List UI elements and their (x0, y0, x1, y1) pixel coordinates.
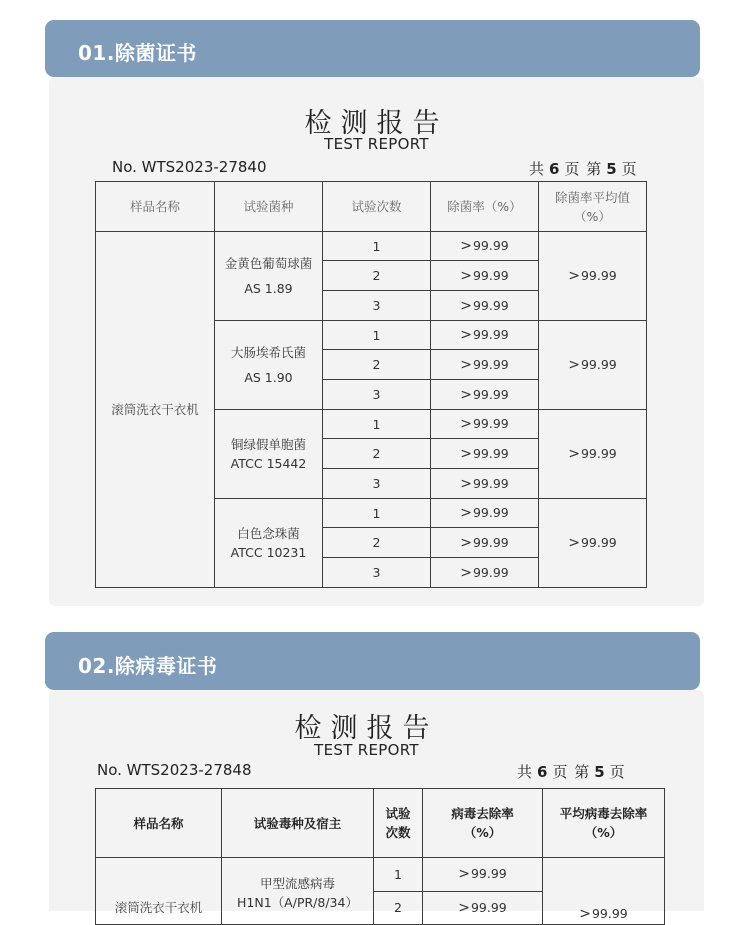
report-1-table (95, 181, 647, 588)
page-mid: 页 第 (552, 763, 591, 781)
avg-value: 99.99 (580, 446, 617, 461)
header-trials: 试验次数 (323, 182, 431, 232)
header-strain: 试验菌种 (215, 182, 323, 232)
rate-value: 99.99 (472, 356, 509, 372)
report-2-subtitle: TEST REPORT (314, 741, 419, 759)
trial-cell: 3 (323, 469, 431, 499)
rate-value: 99.99 (472, 327, 509, 342)
trial-cell: 2 (374, 891, 423, 925)
report-2-title: 检测报告 (294, 713, 439, 744)
rate-value: 99.99 (472, 534, 509, 550)
section-1-title: 01.除菌证书 (78, 41, 197, 65)
report-1-title: 检测报告 (304, 108, 449, 139)
gt-sign: > (568, 535, 580, 551)
gt-sign: > (460, 327, 472, 343)
rate-value: 99.99 (472, 445, 509, 461)
rate-value: 99.99 (472, 505, 509, 520)
section-1-header (45, 20, 700, 77)
gt-sign: > (579, 906, 591, 922)
page-current: 5 (606, 160, 618, 178)
gt-sign: > (460, 356, 472, 373)
rate-value: 99.99 (470, 899, 507, 915)
header-avg-rate: 除菌率平均值（%） (539, 182, 647, 232)
rate-value: 99.99 (472, 475, 509, 491)
strain-name: 白色念珠菌 (237, 526, 300, 541)
gt-sign: > (460, 238, 472, 254)
gt-sign: > (460, 297, 472, 314)
report-2-page-indicator (517, 761, 626, 782)
strain-cell (215, 499, 323, 588)
strain-code: AS 1.90 (244, 370, 293, 385)
page-prefix: 共 (529, 160, 546, 178)
gt-sign: > (568, 268, 580, 284)
trial-cell: 1 (323, 321, 431, 350)
rate-value: 99.99 (470, 866, 507, 882)
report-1-page-indicator (529, 158, 638, 179)
rate-cell (431, 261, 539, 291)
rate-cell (431, 469, 539, 499)
rate-cell (431, 350, 539, 380)
rate-value: 99.99 (472, 267, 509, 283)
rate-cell (423, 858, 543, 892)
gt-sign: > (568, 446, 580, 462)
rate-value: 99.99 (472, 238, 509, 253)
sample-name-cell: 滚筒洗衣干衣机 (96, 858, 222, 925)
avg-cell (539, 410, 647, 499)
header-trials: 试验次数 (374, 789, 423, 858)
gt-sign: > (460, 416, 472, 432)
rate-cell (423, 891, 543, 925)
trial-cell: 1 (323, 232, 431, 261)
page-mid: 页 第 (564, 160, 603, 178)
strain-cell (215, 321, 323, 410)
virus-code: H1N1（A/PR/8/34） (237, 895, 358, 910)
trial-cell: 2 (323, 350, 431, 380)
strain-cell (215, 232, 323, 321)
virus-cell (222, 858, 374, 925)
rate-value: 99.99 (472, 416, 509, 431)
trial-cell: 1 (374, 858, 423, 892)
header-avg-removal-rate: 平均病毒去除率（%） (543, 789, 665, 858)
header-rate: 除菌率（%） (431, 182, 539, 232)
rate-cell (431, 528, 539, 558)
rate-cell (431, 380, 539, 410)
gt-sign: > (460, 386, 472, 403)
section-2-header (45, 632, 700, 690)
strain-cell (215, 410, 323, 499)
avg-cell (539, 499, 647, 588)
gt-sign: > (460, 564, 472, 581)
trial-cell: 3 (323, 558, 431, 588)
rate-cell (431, 232, 539, 261)
rate-cell (431, 499, 539, 528)
page-current: 5 (594, 763, 606, 781)
trial-cell: 2 (323, 261, 431, 291)
avg-cell (539, 321, 647, 410)
gt-sign: > (568, 357, 580, 373)
report-1-paper (49, 77, 704, 606)
virus-name: 甲型流感病毒 (259, 876, 335, 891)
rate-cell (431, 410, 539, 439)
header-virus-host: 试验毒种及宿主 (222, 789, 374, 858)
avg-value: 99.99 (591, 906, 628, 921)
strain-code: AS 1.89 (244, 281, 293, 296)
gt-sign: > (460, 534, 472, 551)
page-prefix: 共 (517, 763, 534, 781)
gt-sign: > (460, 475, 472, 492)
section-2-title: 02.除病毒证书 (78, 654, 218, 678)
strain-name: 金黄色葡萄球菌 (224, 256, 313, 271)
sample-name-cell: 滚筒洗衣干衣机 (96, 232, 215, 588)
avg-value: 99.99 (580, 268, 617, 283)
avg-value: 99.99 (580, 535, 617, 550)
report-1-number: No. WTS2023-27840 (112, 158, 267, 176)
gt-sign: > (460, 445, 472, 462)
trial-cell: 3 (323, 380, 431, 410)
gt-sign: > (458, 866, 470, 883)
header-sample-name: 样品名称 (96, 789, 222, 858)
rate-cell (431, 291, 539, 321)
strain-code: ATCC 15442 (230, 456, 307, 471)
page-total: 6 (537, 763, 549, 781)
trial-cell: 1 (323, 410, 431, 439)
rate-value: 99.99 (472, 386, 509, 402)
avg-cell (543, 858, 665, 925)
header-sample-name: 样品名称 (96, 182, 215, 232)
trial-cell: 2 (323, 528, 431, 558)
strain-name: 铜绿假单胞菌 (230, 437, 306, 452)
page-total: 6 (549, 160, 561, 178)
rate-value: 99.99 (472, 297, 509, 313)
gt-sign: > (460, 267, 472, 284)
trial-cell: 3 (323, 291, 431, 321)
report-2-number: No. WTS2023-27848 (97, 761, 252, 779)
header-removal-rate: 病毒去除率（%） (423, 789, 543, 858)
report-2-table (95, 788, 665, 925)
report-1-subtitle: TEST REPORT (324, 135, 429, 153)
avg-value: 99.99 (580, 357, 617, 372)
gt-sign: > (458, 899, 470, 916)
strain-code: ATCC 10231 (230, 545, 307, 560)
avg-cell (539, 232, 647, 321)
trial-cell: 1 (323, 499, 431, 528)
trial-cell: 2 (323, 439, 431, 469)
gt-sign: > (460, 505, 472, 521)
rate-value: 99.99 (472, 564, 509, 580)
page-suffix: 页 (621, 160, 638, 178)
rate-cell (431, 439, 539, 469)
page-suffix: 页 (609, 763, 626, 781)
rate-cell (431, 321, 539, 350)
report-2-paper (49, 690, 704, 922)
strain-name: 大肠埃希氏菌 (230, 345, 306, 360)
rate-cell (431, 558, 539, 588)
